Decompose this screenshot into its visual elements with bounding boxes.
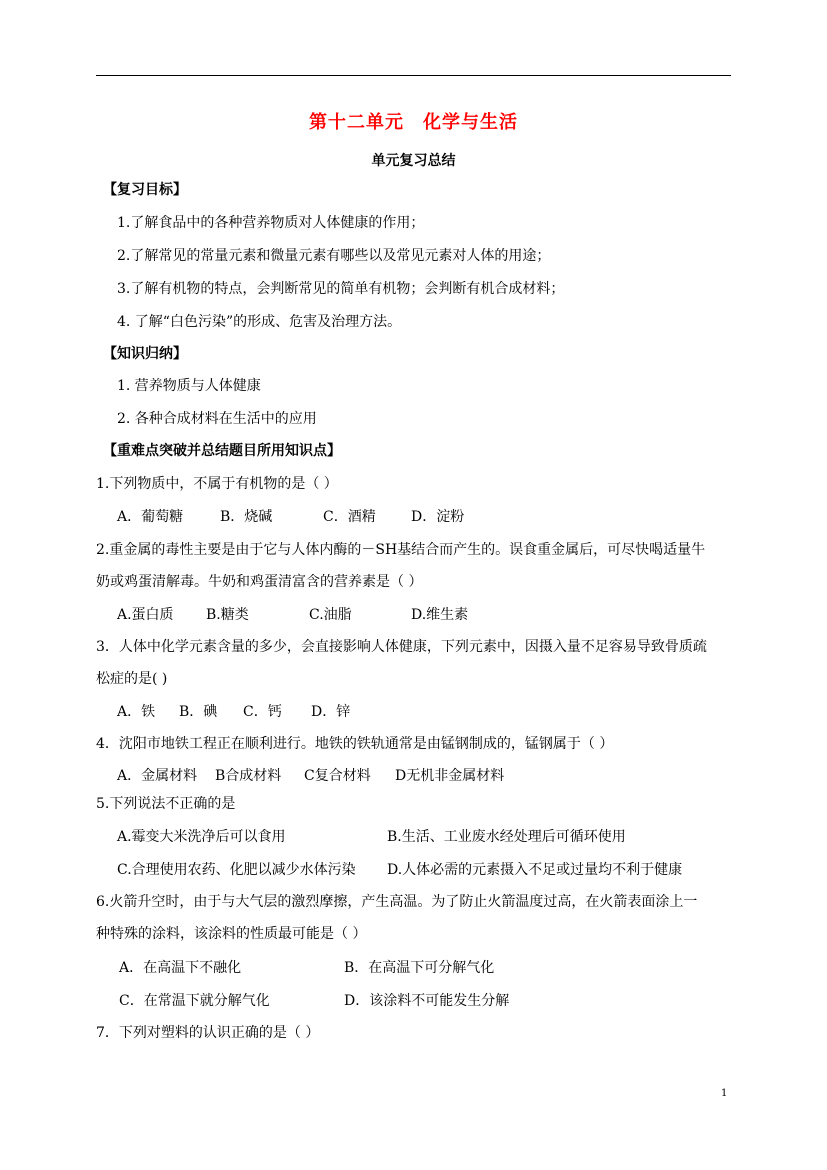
option-b: B合成材料: [215, 768, 282, 784]
page-title: 第十二单元 化学与生活: [309, 112, 518, 133]
goal-item: 2.了解常见的常量元素和微量元素有哪些以及常见元素对人体的用途；: [117, 248, 551, 264]
option-c: C．在常温下就分解气化: [119, 993, 270, 1009]
question-stem: 2.重金属的毒性主要是由于它与人体内酶的－SH基结合而产生的。误食重金属后，可尽快喝适量牛: [96, 542, 706, 558]
question-stem: 1.下列物质中，不属于有机物的是（ ）: [96, 476, 338, 492]
option-c: C.油脂: [309, 607, 352, 623]
option-a: A．葡萄糖: [117, 509, 184, 525]
option-a: A．金属材料: [117, 768, 198, 784]
goals-heading: 【复习目标】: [103, 182, 187, 198]
option-d: D无机非金属材料: [395, 768, 505, 784]
option-d: D．淀粉: [411, 509, 465, 525]
option-d: D．该涂料不可能发生分解: [344, 993, 510, 1009]
option-a: A．铁: [117, 704, 156, 720]
page-subtitle: 单元复习总结: [371, 153, 456, 169]
option-a: A.霉变大米洗净后可以食用: [117, 829, 286, 845]
page-number: 1: [721, 1088, 728, 1099]
goal-item: 4. 了解“白色污染”的形成、危害及治理方法。: [117, 314, 402, 330]
header-rule: [96, 75, 731, 76]
option-a: A.蛋白质: [117, 607, 174, 623]
goal-item: 1.了解食品中的各种营养物质对人体健康的作用；: [117, 215, 425, 231]
question-stem: 6.火箭升空时，由于与大气层的激烈摩擦，产生高温。为了防止火箭温度过高，在火箭表面涂上一: [96, 894, 698, 910]
question-stem-cont: 奶或鸡蛋清解毒。牛奶和鸡蛋清富含的营养素是（ ）: [96, 574, 423, 590]
question-stem: 4．沈阳市地铁工程正在顺利进行。地铁的铁轨通常是由锰钢制成的，锰钢属于（ ）: [96, 736, 614, 752]
option-c: C．酒精: [323, 509, 376, 525]
option-d: D.维生素: [411, 607, 469, 623]
option-b: B．在高温下可分解气化: [344, 960, 495, 976]
goal-item: 3.了解有机物的特点，会判断常见的简单有机物；会判断有机合成材料；: [117, 281, 565, 297]
knowledge-item: 1. 营养物质与人体健康: [117, 378, 261, 394]
option-b: B.糖类: [206, 607, 249, 623]
question-stem: 3．人体中化学元素含量的多少，会直接影响人体健康，下列元素中，因摄入量不足容易导致骨质疏: [96, 639, 707, 655]
option-c: C．钙: [243, 704, 282, 720]
key-points-heading: 【重难点突破并总结题目所用知识点】: [103, 443, 341, 459]
question-stem: 7．下列对塑料的认识正确的是（ ）: [96, 1025, 320, 1041]
option-a: A．在高温下不融化: [119, 960, 242, 976]
option-b: B．烧碱: [220, 509, 273, 525]
option-c: C.合理使用农药、化肥以减少水体污染: [117, 862, 356, 878]
option-d: D.人体必需的元素摄入不足或过量均不利于健康: [387, 862, 683, 878]
option-b: B.生活、工业废水经处理后可循环使用: [387, 829, 626, 845]
knowledge-item: 2. 各种合成材料在生活中的应用: [117, 411, 317, 427]
option-c: C复合材料: [304, 768, 371, 784]
question-stem: 5.下列说法不正确的是: [96, 796, 236, 812]
knowledge-heading: 【知识归纳】: [103, 346, 187, 362]
option-b: B．碘: [179, 704, 218, 720]
question-stem-cont: 松症的是( ): [96, 671, 168, 687]
option-d: D．锌: [311, 704, 351, 720]
question-stem-cont: 种特殊的涂料，该涂料的性质最可能是（ ）: [96, 926, 367, 942]
